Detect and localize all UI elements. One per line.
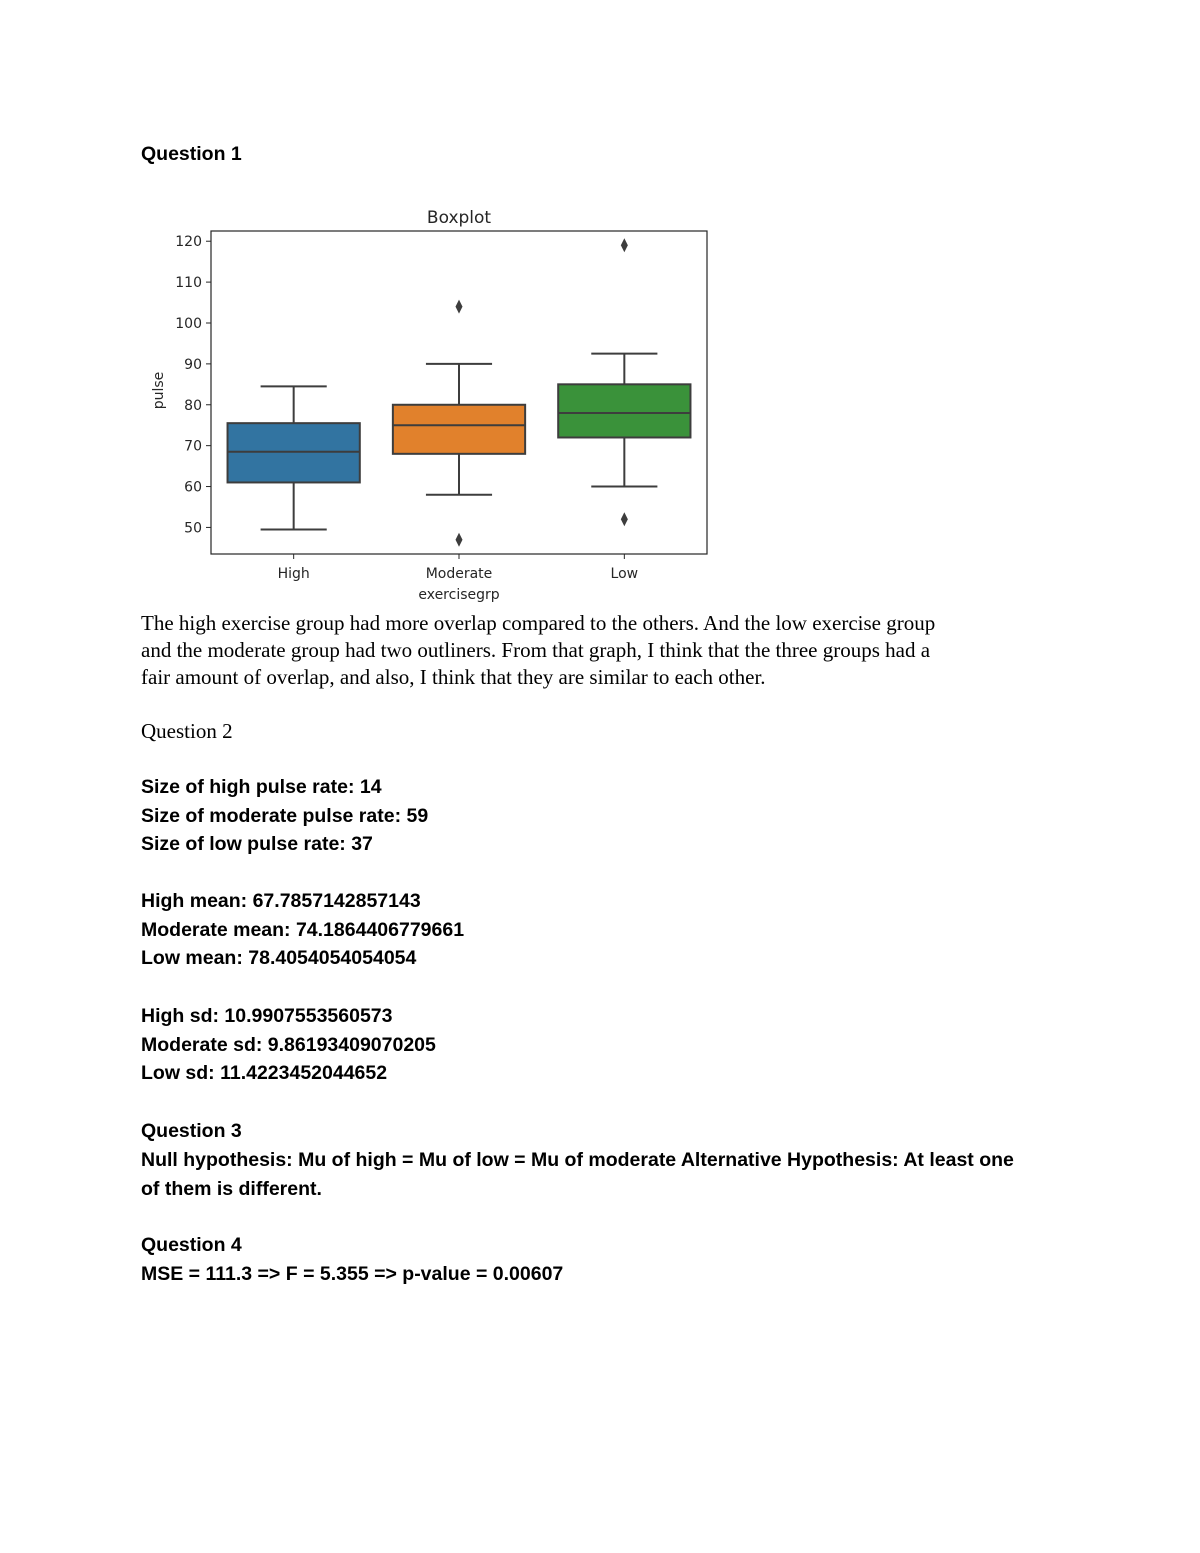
mean-moderate: Moderate mean: 74.1864406779661 bbox=[141, 918, 465, 941]
x-tick-label: Low bbox=[610, 566, 639, 582]
x-axis-label: exercisegrp bbox=[418, 587, 500, 603]
chart-title: Boxplot bbox=[426, 208, 492, 228]
question-1-heading: Question 1 bbox=[141, 143, 242, 165]
question-3-heading: Question 3 bbox=[141, 1120, 242, 1142]
size-high: Size of high pulse rate: 14 bbox=[141, 776, 382, 798]
outlier-point bbox=[456, 300, 463, 314]
x-tick-label: Moderate bbox=[425, 566, 493, 582]
group-means bbox=[141, 887, 1061, 973]
y-tick-label: 100 bbox=[175, 315, 202, 332]
box-moderate bbox=[393, 405, 525, 454]
y-tick-label: 80 bbox=[184, 397, 202, 414]
group-sds bbox=[141, 1002, 1061, 1088]
outlier-point bbox=[621, 512, 628, 526]
boxplot-chart bbox=[141, 196, 721, 608]
y-tick-label: 120 bbox=[175, 234, 202, 251]
sd-moderate: Moderate sd: 9.86193409070205 bbox=[141, 1033, 436, 1056]
question-3-block bbox=[141, 1117, 1061, 1204]
y-axis-label: pulse bbox=[151, 371, 167, 410]
paragraph-line: and the moderate group had two outliners. From that graph, I think that the three groups had a bbox=[141, 638, 931, 662]
sd-high: High sd: 10.9907553560573 bbox=[141, 1005, 393, 1027]
hypothesis-line: of them is different. bbox=[141, 1178, 322, 1200]
box-low bbox=[558, 384, 690, 437]
outlier-point bbox=[456, 533, 463, 547]
mean-low: Low mean: 78.4054054054054 bbox=[141, 947, 417, 969]
paragraph-line: The high exercise group had more overlap compared to the others. And the low exercise group bbox=[141, 611, 936, 635]
size-low: Size of low pulse rate: 37 bbox=[141, 833, 373, 855]
question-4-heading: Question 4 bbox=[141, 1234, 242, 1256]
question-4-block bbox=[141, 1231, 1061, 1289]
y-tick-label: 110 bbox=[175, 275, 202, 292]
box-high bbox=[228, 423, 360, 482]
y-tick-label: 90 bbox=[184, 356, 202, 373]
outlier-point bbox=[621, 238, 628, 252]
mean-high: High mean: 67.7857142857143 bbox=[141, 890, 421, 912]
y-tick-label: 60 bbox=[184, 479, 202, 496]
paragraph-line: fair amount of overlap, and also, I think that they are similar to each other. bbox=[141, 665, 766, 689]
y-tick-label: 50 bbox=[184, 520, 202, 537]
size-moderate: Size of moderate pulse rate: 59 bbox=[141, 804, 429, 827]
question-1-paragraph bbox=[141, 610, 1061, 691]
anova-result: MSE = 111.3 => F = 5.355 => p-value = 0.00607 bbox=[141, 1263, 564, 1285]
x-tick-label: High bbox=[277, 566, 310, 582]
sample-sizes bbox=[141, 773, 1061, 859]
sd-low: Low sd: 11.4223452044652 bbox=[141, 1062, 388, 1084]
hypothesis-line: Null hypothesis: Mu of high = Mu of low = Mu of moderate Alternative Hypothesis: At least one bbox=[141, 1149, 1014, 1171]
question-2-heading: Question 2 bbox=[141, 719, 233, 743]
y-tick-label: 70 bbox=[184, 438, 202, 455]
